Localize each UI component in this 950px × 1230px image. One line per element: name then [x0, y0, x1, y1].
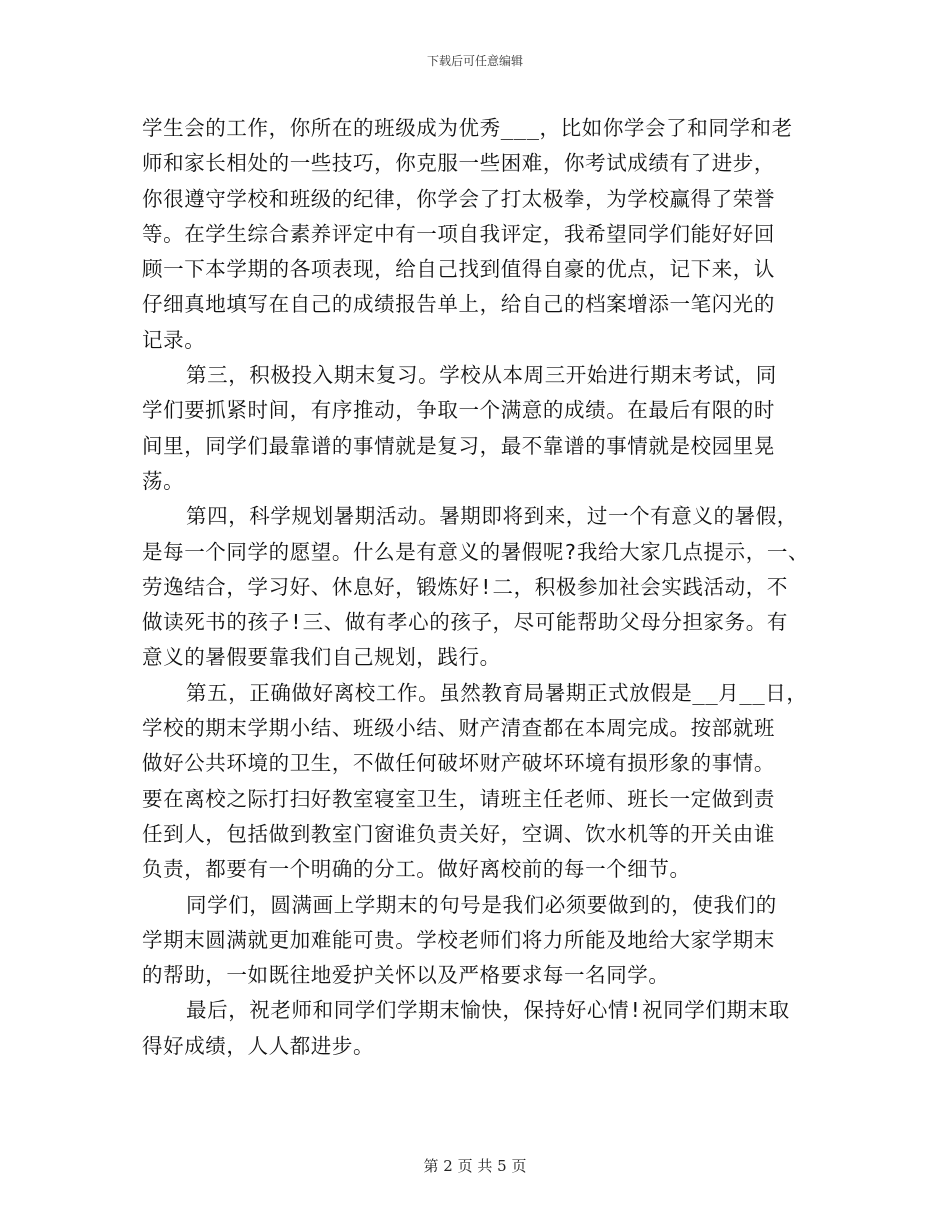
text-line: 做好公共环境的卫生，不做任何破坏财产破坏环境有损形象的事情。: [142, 751, 775, 776]
text-line: 第三，积极投入期末复习。学校从本周三开始进行期末考试，同: [186, 363, 777, 388]
page-header: 下载后可任意编辑: [426, 54, 523, 68]
text-line: 意义的暑假要靠我们自己规划，践行。: [142, 645, 501, 670]
text-line: 第五，正确做好离校工作。虽然教育局暑期正式放假是__月__日，: [186, 680, 808, 705]
text-line: 任到人，包括做到教室门窗谁负责关好，空调、饮水机等的开关由谁: [142, 821, 775, 846]
paragraph: [142, 676, 808, 888]
text-line: 的帮助，一如既往地爱护关怀以及严格要求每一名同学。: [142, 963, 670, 988]
text-line: 学们要抓紧时间，有序推动，争取一个满意的成绩。在最后有限的时: [142, 398, 775, 423]
text-line: 做读死书的孩子!三、做有孝心的孩子，尽可能帮助父母分担家务。有: [142, 610, 788, 635]
document-body: [142, 111, 810, 1064]
text-line: 师和家长相处的一些技巧，你克服一些困难，你考试成绩有了进步，: [142, 151, 775, 176]
text-line: 间里，同学们最靠谱的事情就是复习，最不靠谱的事情就是校园里晃: [142, 433, 775, 458]
text-line: 负责，都要有一个明确的分工。做好离校前的每一个细节。: [142, 857, 691, 882]
page-footer: 第 2 页 共 5 页: [423, 1157, 527, 1175]
text-line: 荡。: [142, 468, 185, 493]
text-line: 第四，科学规划暑期活动。暑期即将到来，过一个有意义的暑假，: [186, 504, 798, 529]
text-line: 记录。: [142, 327, 206, 352]
text-line: 学生会的工作，你所在的班级成为优秀___，比如你学会了和同学和老: [142, 116, 793, 140]
text-line: 最后，祝老师和同学们学期末愉快，保持好心情!祝同学们期末取: [186, 998, 790, 1023]
text-line: 仔细真地填写在自己的成绩报告单上，给自己的档案增添一笔闪光的: [142, 292, 775, 317]
paragraph: [142, 888, 802, 994]
text-line: 得好成绩，人人都进步。: [142, 1033, 375, 1058]
text-line: 你很遵守学校和班级的纪律，你学会了打太极拳，为学校赢得了荣誉: [142, 186, 775, 211]
text-line: 同学们，圆满画上学期末的句号是我们必须要做到的，使我们的: [186, 892, 777, 917]
text-line: 劳逸结合，学习好、休息好，锻炼好!二，积极参加社会实践活动，不: [142, 574, 788, 599]
paragraph: [142, 358, 802, 499]
paragraph: [142, 499, 810, 675]
text-line: 等。在学生综合素养评定中有一项自我评定，我希望同学们能好好回: [142, 221, 775, 246]
text-line: 顾一下本学期的各项表现，给自己找到值得自豪的优点，记下来，认: [142, 257, 775, 282]
text-line: 是每一个同学的愿望。什么是有意义的暑假呢?我给大家几点提示，一、: [142, 539, 810, 564]
text-line: 要在离校之际打扫好教室寝室卫生，请班主任老师、班长一定做到责: [142, 786, 775, 811]
text-line: 学校的期末学期小结、班级小结、财产清查都在本周完成。按部就班: [142, 716, 775, 741]
paragraph: [142, 993, 802, 1064]
text-line: 学期末圆满就更加难能可贵。学校老师们将力所能及地给大家学期末: [142, 927, 775, 952]
paragraph: [142, 111, 802, 358]
